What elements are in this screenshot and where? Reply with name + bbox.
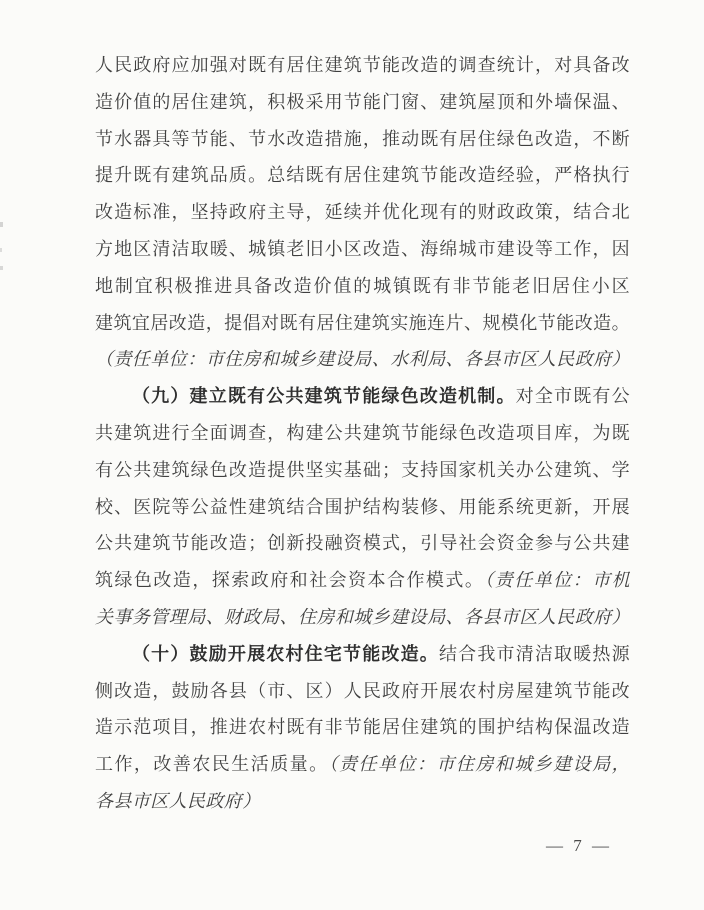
body-text: 侧改造，鼓励各县（市、区）人民政府开展农村房屋建筑节能改 bbox=[95, 680, 630, 701]
text-line bbox=[95, 194, 630, 231]
text-line bbox=[95, 157, 630, 194]
text-line bbox=[95, 378, 630, 415]
responsibility-unit-text: 各县市区人民政府） bbox=[95, 790, 261, 811]
body-text: 造示范项目，推进农村既有非节能居住建筑的围护结构保温改造 bbox=[95, 717, 630, 738]
body-text: 筑绿色改造，探索政府和社会资本合作模式。 bbox=[95, 570, 485, 591]
body-text: 改造标准，坚持政府主导，延续并优化现有的财政政策，结合北 bbox=[95, 202, 630, 223]
text-line bbox=[95, 47, 630, 84]
body-text: 对全市既有公 bbox=[515, 386, 630, 407]
body-text: 公共建筑节能改造；创新投融资模式，引导社会资金参与公共建 bbox=[95, 533, 630, 554]
body-text: 提升既有建筑品质。总结既有居住建筑节能改造经验，严格执行 bbox=[95, 165, 630, 186]
section-heading-bold: （九）建立既有公共建筑节能绿色改造机制。 bbox=[132, 386, 516, 407]
text-line bbox=[95, 636, 630, 673]
text-line bbox=[95, 341, 630, 378]
text-line bbox=[95, 599, 630, 636]
body-text: 建筑宜居改造，提倡对既有居住建筑实施连片、规模化节能改造。 bbox=[95, 312, 630, 333]
body-text: 造价值的居住建筑，积极采用节能门窗、建筑屋顶和外墙保温、 bbox=[95, 91, 630, 112]
text-line bbox=[95, 121, 630, 158]
paragraph-section-9 bbox=[95, 378, 630, 636]
scan-artifact bbox=[0, 266, 3, 270]
scan-artifact bbox=[0, 248, 2, 252]
scan-artifact bbox=[0, 222, 3, 227]
body-text: 人民政府应加强对既有居住建筑节能改造的调查统计，对具备改 bbox=[95, 55, 630, 75]
body-text: 工作，改善农民生活质量。 bbox=[95, 754, 329, 775]
body-text: 结合我市清洁取暖热源 bbox=[438, 643, 630, 664]
responsibility-unit-text: （责任单位：市住房和城乡建设局、水利局、各县市区人民政府） bbox=[95, 349, 630, 370]
page-number: — 7 — bbox=[546, 836, 612, 855]
text-line bbox=[95, 562, 630, 599]
paragraph-continuation bbox=[95, 47, 630, 378]
body-text: 校、医院等公益性建筑结合围护结构装修、用能系统更新，开展 bbox=[95, 496, 630, 517]
document-body bbox=[95, 47, 630, 820]
section-heading-bold: （十）鼓励开展农村住宅节能改造。 bbox=[132, 643, 439, 664]
text-line bbox=[95, 231, 630, 268]
body-text: 地制宜积极推进具备改造价值的城镇既有非节能老旧居住小区 bbox=[95, 275, 630, 296]
text-line bbox=[95, 305, 630, 342]
responsibility-unit-text: （责任单位：市机 bbox=[484, 570, 630, 591]
text-line bbox=[95, 525, 630, 562]
text-line bbox=[95, 709, 630, 746]
body-text: 节水器具等节能、节水改造措施，推动既有居住绿色改造，不断 bbox=[95, 128, 630, 149]
text-line bbox=[95, 452, 630, 489]
body-text: 方地区清洁取暖、城镇老旧小区改造、海绵城市建设等工作，因 bbox=[95, 238, 630, 259]
body-text: 有公共建筑绿色改造提供坚实基础；支持国家机关办公建筑、学 bbox=[95, 459, 630, 480]
responsibility-unit-text: 关事务管理局、财政局、住房和城乡建设局、各县市区人民政府） bbox=[95, 606, 630, 627]
text-line bbox=[95, 489, 630, 526]
text-line bbox=[95, 783, 630, 820]
body-text: 共建筑进行全面调查，构建公共建筑节能绿色改造项目库，为既 bbox=[95, 422, 630, 443]
text-line bbox=[95, 746, 630, 783]
text-line bbox=[95, 84, 630, 121]
paragraph-section-10 bbox=[95, 636, 630, 820]
text-line bbox=[95, 268, 630, 305]
responsibility-unit-text: （责任单位：市住房和城乡建设局， bbox=[328, 754, 630, 775]
text-line bbox=[95, 415, 630, 452]
text-line bbox=[95, 673, 630, 710]
